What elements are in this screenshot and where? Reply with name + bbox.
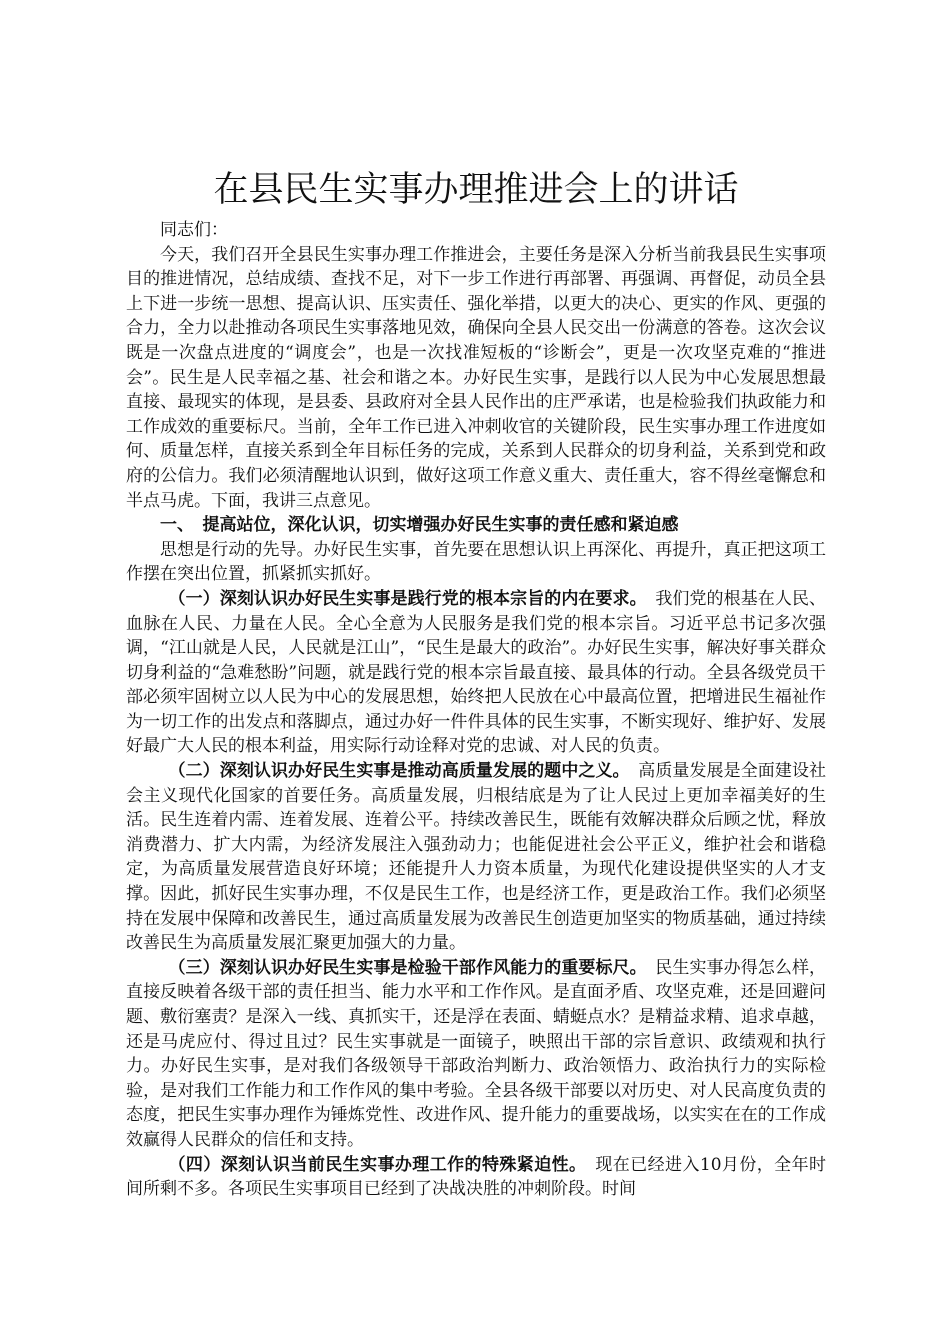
document-title: 在县民生实事办理推进会上的讲话 [213,170,739,210]
subsection-paragraph [126,759,826,956]
subsection-heading: （三）深刻认识办好民生实事是检验干部作风能力的重要标尺。 [168,957,639,978]
intro-paragraph: 今天，我们召开全县民生实事办理工作推进会，主要任务是深入分析当前我县民生实事项目的推进情况，总结成绩、查找不足，对下一步工作进行再部署、再强调、再督促，动员全县上下进一步统一思想、提高认识、压实责任、强化举措，以更大的决心、更实的作风、更强的合力，全力以赴推动各项民生实事落地见效，确保向全县人民交出一份满意的答卷。这次会议既是一次盘点进度的“调度会”，也是一次找准短板的“诊断会”，更是一次攻坚克难的“推进会”。民生是人民幸福之基、社会和谐之本。办好民生实事，是践行以人民为中心发展思想最直接、最现实的体现，是县委、县政府对全县人民作出的庄严承诺，也是检验我们执政能力和工作成效的重要标尺。当前，全年工作已进入冲刺收官的关键阶段，民生实事办理工作进度如何、质量怎样，直接关系到全年目标任务的完成，关系到人民群众的切身利益，关系到党和政府的公信力。我们必须清醒地认识到，做好这项工作意义重大、责任重大，容不得丝毫懈怠和半点马虎。下面，我讲三点意见。 [126,244,826,511]
subsection-body: 我们党的根基在人民、血脉在人民、力量在人民。全心全意为人民服务是我们党的根本宗旨。习近平总书记多次强调，“江山就是人民，人民就是江山”，“民生是最大的政治”。办好民生实事，解决好事关群众切身利益的“急难愁盼”问题，就是践行党的根本宗旨最直接、最具体的行动。全县各级党员干部必须牢固树立以人民为中心的发展思想，始终把人民放在心中最高位置，把增进民生福祉作为一切工作的出发点和落脚点，通过办好一件件具体的民生实事，不断实现好、维护好、发展好最广大人民的根本利益，用实际行动诠释对党的忠诚、对人民的负责。 [126,588,827,757]
subsection-paragraph [126,1153,826,1202]
salutation: 同志们： [160,220,228,240]
subsection-body: 高质量发展是全面建设社会主义现代化国家的首要任务。高质量发展，归根结底是为了让人民过上更加幸福美好的生活。民生连着内需、连着发展、连着公平。持续改善民生，既能有效解决群众后顾之忧，释放消费潜力、扩大内需，为经济发展注入强劲动力；也能促进社会公平正义，维护社会和谐稳定，为高质量发展营造良好环境；还能提升人力资本质量，为现代化建设提供坚实的人才支撑。因此，抓好民生实事办理，不仅是民生工作，也是经济工作，更是政治工作。我们必须坚持在发展中保障和改善民生，通过高质量发展为改善民生创造更加坚实的物质基础，通过持续改善民生为高质量发展汇聚更加强大的力量。 [126,761,827,954]
subsection-heading: （二）深刻认识办好民生实事是推动高质量发展的题中之义。 [168,761,622,782]
document-body [126,164,826,1202]
subsection-heading: （四）深刻认识当前民生实事办理工作的特殊紧迫性。 [168,1154,578,1175]
subsection-heading: （一）深刻认识办好民生实事是践行党的根本宗旨的内在要求。 [168,588,639,609]
subsection-body: 民生实事办得怎么样，直接反映着各级干部的责任担当、能力水平和工作作风。是直面矛盾、攻坚克难，还是回避问题、敷衍塞责？是深入一线、真抓实干，还是浮在表面、蜻蜓点水？是精益求精、追求卓越，还是马虎应付、得过且过？民生实事就是一面镜子，映照出干部的宗旨意识、政绩观和执行力。办好民生实事，是对我们各级领导干部政治判断力、政治领悟力、政治执行力的实际检验，是对我们工作能力和工作作风的集中考验。全县各级干部要以对历史、对人民高度负责的态度，把民生实事办理作为锤炼党性、改进作风、提升能力的重要战场，以实实在在的工作成效赢得人民群众的信任和支持。 [126,957,827,1150]
subsection-body: 现在已经进入10月份，全年时间所剩不多。各项民生实事项目已经到了决战决胜的冲刺阶段。时间 [126,1154,827,1200]
subsection-paragraph [126,587,826,759]
section-lead-paragraph: 思想是行动的先导。办好民生实事，首先要在思想认识上再深化、再提升，真正把这项工作摆在突出位置，抓紧抓实抓好。 [126,539,826,585]
section-heading: 一、 提高站位，深化认识，切实增强办好民生实事的责任感和紧迫感 [160,515,679,536]
subsection-paragraph [126,956,826,1153]
